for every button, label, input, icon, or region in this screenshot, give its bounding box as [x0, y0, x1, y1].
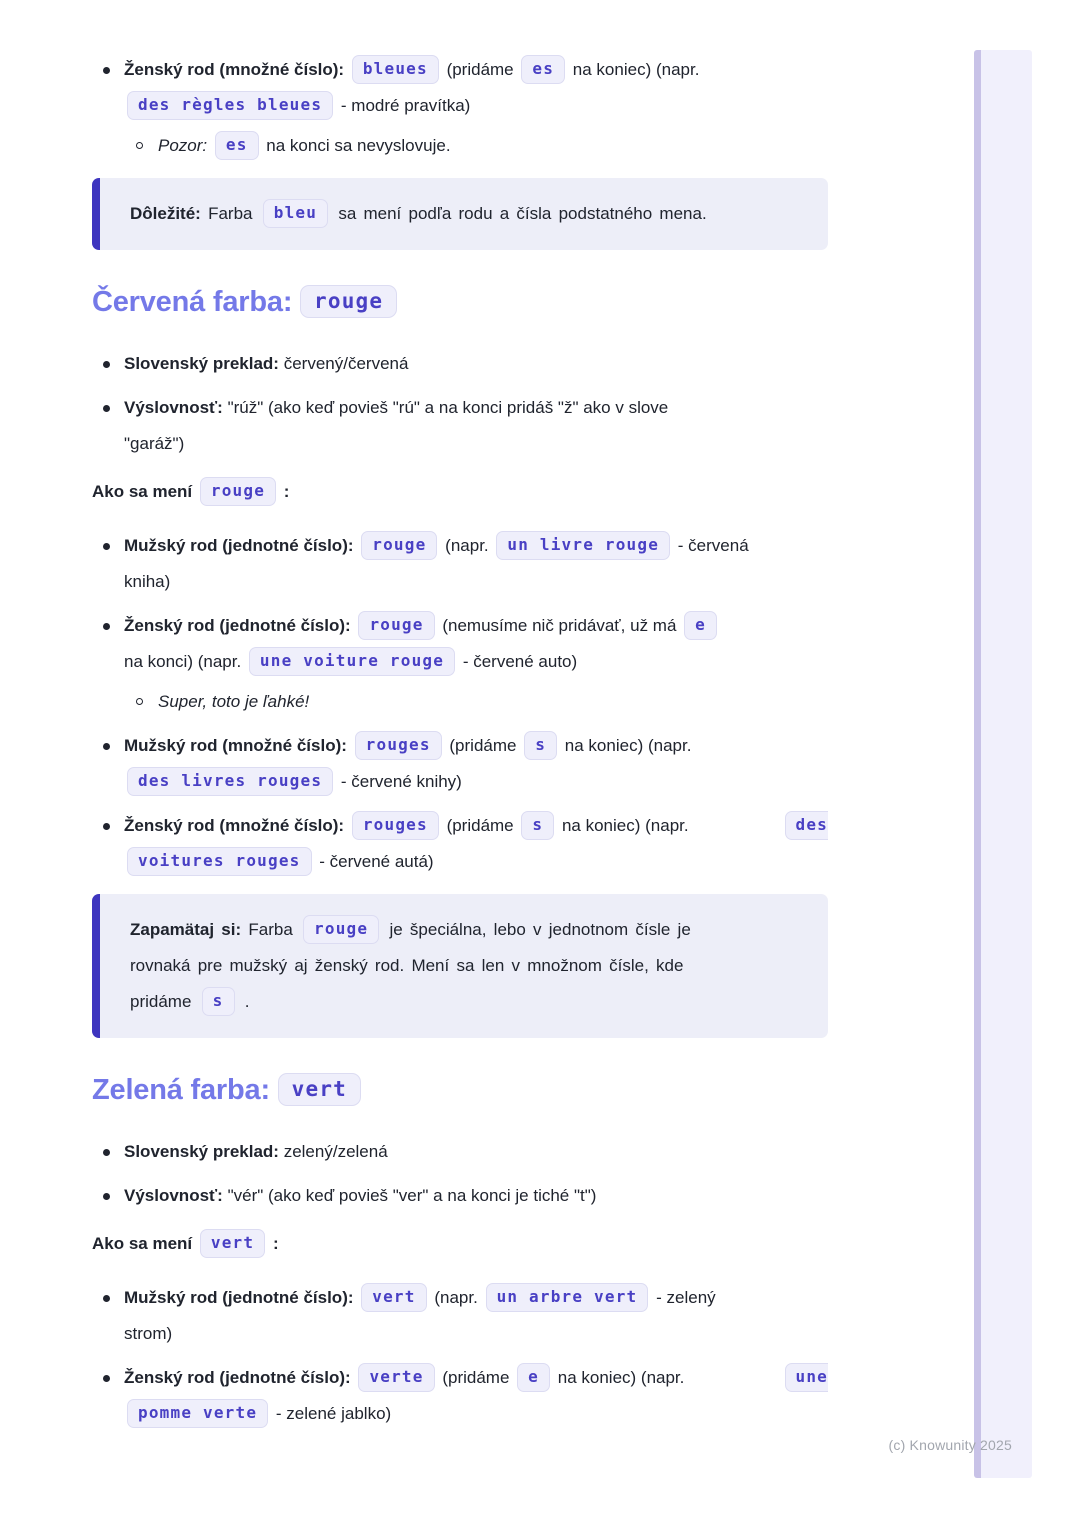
text-line — [130, 196, 804, 232]
bullet-item — [92, 128, 828, 164]
text-line — [130, 948, 804, 984]
text-span: na konci) (napr. — [124, 652, 242, 671]
code-badge: rouge — [358, 611, 434, 640]
bullet-item — [92, 528, 828, 600]
bullet-item — [92, 1280, 828, 1352]
text-span: Ženský rod (množné číslo): — [124, 816, 345, 835]
bullet-item — [92, 1178, 828, 1214]
text-span: "rúž" (ako keď povieš "rú" a na konci pridáš "ž" ako v slove — [227, 398, 669, 417]
watermark-text: (c) Knowunity 2025 — [888, 1437, 1012, 1453]
text-span: Ako sa mení — [92, 482, 193, 501]
text-span: zelený/zelená — [283, 1142, 388, 1161]
code-badge: des — [785, 811, 829, 840]
code-badge: s — [524, 731, 557, 760]
text-line — [92, 1134, 828, 1170]
text-span: Výslovnosť: — [124, 1186, 223, 1205]
text-line — [92, 1360, 828, 1396]
text-span: Dôležité: — [130, 204, 201, 223]
text-span: Mužský rod (množné číslo): — [124, 736, 347, 755]
text-span: Ako sa mení — [92, 1234, 193, 1253]
bullet-item — [92, 52, 828, 124]
text-span: Mužský rod (jednotné číslo): — [124, 1288, 354, 1307]
code-badge: pomme verte — [127, 1399, 268, 1428]
text-span: na koniec) (napr. — [572, 60, 700, 79]
code-badge: vert — [278, 1073, 361, 1106]
scrollbar[interactable] — [974, 50, 1032, 1478]
code-badge: rouge — [303, 915, 379, 944]
text-line — [92, 808, 828, 844]
code-badge: verte — [358, 1363, 434, 1392]
section-heading — [92, 280, 828, 328]
text-span: Zapamätaj si: — [130, 920, 242, 939]
intro-line — [92, 474, 828, 510]
text-span: Červená farba: — [92, 286, 293, 318]
bullet-item — [92, 1360, 828, 1432]
text-span: na konci sa nevyslovuje. — [266, 136, 451, 155]
text-span: Slovenský preklad: — [124, 1142, 279, 1161]
code-badge: vert — [200, 1229, 265, 1258]
text-line — [130, 984, 804, 1020]
text-span: - červené knihy) — [340, 772, 462, 791]
text-span: na koniec) (napr. — [561, 816, 689, 835]
text-line — [92, 1280, 828, 1316]
text-span: "garáž") — [124, 434, 185, 453]
code-badge: des règles bleues — [127, 91, 333, 120]
text-line — [92, 52, 828, 88]
text-line — [92, 684, 828, 720]
text-span: - modré pravítka) — [340, 96, 471, 115]
text-line — [92, 1068, 828, 1116]
text-span: (napr. — [445, 536, 489, 555]
text-line — [92, 390, 828, 426]
text-span: - červené auto) — [462, 652, 578, 671]
bullet-item — [92, 728, 828, 800]
text-span: Farba — [208, 204, 253, 223]
text-span: na koniec) (napr. — [564, 736, 692, 755]
code-badge: rouge — [200, 477, 276, 506]
text-span: Mužský rod (jednotné číslo): — [124, 536, 354, 555]
text-span: na koniec) (napr. — [557, 1368, 685, 1387]
text-line — [92, 728, 828, 764]
bullet-item — [92, 684, 828, 720]
code-badge: e — [517, 1363, 550, 1392]
text-span: Zelená farba: — [92, 1074, 270, 1106]
bullet-item — [92, 808, 828, 880]
text-line — [92, 644, 828, 680]
text-line — [92, 608, 828, 644]
text-line — [92, 1396, 828, 1432]
text-span: Ženský rod (jednotné číslo): — [124, 1368, 351, 1387]
text-span: rovnaká pre mužský aj ženský rod. Mení sa len v množnom čísle, kde — [130, 956, 684, 975]
text-span: - zelený — [656, 1288, 716, 1307]
code-badge: une voiture rouge — [249, 647, 455, 676]
code-badge: une — [785, 1363, 829, 1392]
text-line — [92, 1316, 828, 1352]
text-span: sa mení podľa rodu a čísla podstatného mena. — [338, 204, 707, 223]
text-span: . — [244, 992, 250, 1011]
text-line — [92, 426, 828, 462]
code-badge: rouge — [361, 531, 437, 560]
text-line — [92, 280, 828, 328]
text-span: kniha) — [124, 572, 171, 591]
intro-line — [92, 1226, 828, 1262]
code-badge: des livres rouges — [127, 767, 333, 796]
text-span: (pridáme — [446, 60, 514, 79]
code-badge: vert — [361, 1283, 426, 1312]
bullet-item — [92, 608, 828, 680]
text-line — [92, 88, 828, 124]
text-line — [92, 1178, 828, 1214]
text-span: Výslovnosť: — [124, 398, 223, 417]
text-span: "vér" (ako keď povieš "ver" a na konci je tiché "t") — [227, 1186, 597, 1205]
bullet-item — [92, 390, 828, 462]
text-span: Ženský rod (množné číslo): — [124, 60, 345, 79]
code-badge: un arbre vert — [486, 1283, 649, 1312]
text-span: - červená — [677, 536, 749, 555]
text-line — [92, 528, 828, 564]
text-span: (pridáme — [449, 736, 517, 755]
text-span: strom) — [124, 1324, 173, 1343]
text-span: Slovenský preklad: — [124, 354, 279, 373]
code-badge: rouge — [300, 285, 397, 318]
text-span: (pridáme — [446, 816, 514, 835]
text-span: pridáme — [130, 992, 192, 1011]
text-line — [92, 764, 828, 800]
bullet-item — [92, 1134, 828, 1170]
code-badge: es — [215, 131, 259, 160]
text-span: (pridáme — [442, 1368, 510, 1387]
text-span: je špeciálna, lebo v jednotnom čísle je — [389, 920, 691, 939]
text-line — [92, 564, 828, 600]
section-heading — [92, 1068, 828, 1116]
text-span: - červené autá) — [319, 852, 434, 871]
code-badge: e — [684, 611, 717, 640]
text-line — [130, 912, 804, 948]
text-line — [92, 844, 828, 880]
text-span: : — [272, 1234, 279, 1253]
text-line — [92, 128, 828, 164]
code-badge: rouges — [352, 811, 439, 840]
text-span: : — [283, 482, 290, 501]
text-span: (nemusíme nič pridávať, už má — [442, 616, 677, 635]
text-line — [92, 1226, 828, 1262]
code-badge: voitures rouges — [127, 847, 312, 876]
bullet-item — [92, 346, 828, 382]
document-content — [92, 0, 828, 1528]
code-badge: s — [521, 811, 554, 840]
code-badge: un livre rouge — [496, 531, 670, 560]
text-span: - zelené jablko) — [275, 1404, 392, 1423]
text-span: červený/červená — [283, 354, 409, 373]
code-badge: bleues — [352, 55, 439, 84]
text-line — [92, 346, 828, 382]
text-span: Farba — [248, 920, 293, 939]
code-badge: s — [202, 987, 235, 1016]
text-span: (napr. — [434, 1288, 478, 1307]
code-badge: rouges — [355, 731, 442, 760]
code-badge: bleu — [263, 199, 328, 228]
text-span: Ženský rod (jednotné číslo): — [124, 616, 351, 635]
text-span: Super, toto je ľahké! — [158, 692, 310, 711]
callout-box — [92, 894, 828, 1038]
text-line — [92, 474, 828, 510]
callout-box — [92, 178, 828, 250]
text-span: Pozor: — [158, 136, 208, 155]
code-badge: es — [521, 55, 565, 84]
